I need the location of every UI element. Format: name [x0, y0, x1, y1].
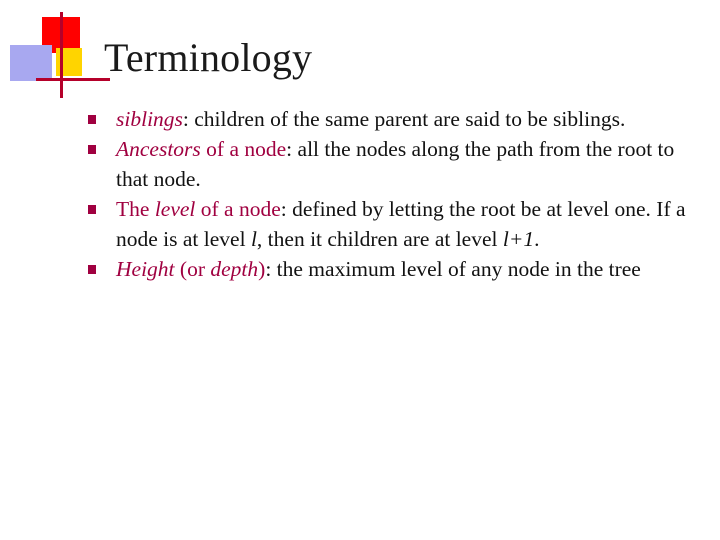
logo-violet-square — [10, 45, 52, 81]
bullet-siblings — [86, 104, 696, 134]
logo-vertical-line — [60, 12, 63, 98]
term-paren-open: (or — [174, 257, 211, 281]
bullet-square-icon — [88, 115, 96, 124]
bullet-square-icon — [88, 205, 96, 214]
bullet-text: : children of the same parent are said to be siblings. — [182, 107, 626, 131]
slide-title: Terminology — [104, 35, 313, 80]
bullet-text: : all the nodes along the path from the root to that node. — [116, 137, 675, 191]
term-ancestors: Ancestors — [116, 137, 201, 161]
term-suffix: of a node — [195, 197, 281, 221]
bullet-text: . — [534, 227, 540, 251]
bullet-text: : the maximum level of any node in the tree — [265, 257, 641, 281]
variable-l: l — [250, 227, 257, 251]
variable-l-plus-1: l+1 — [502, 227, 535, 251]
term-suffix: of a node — [200, 137, 287, 161]
bullet-square-icon — [88, 265, 96, 274]
bullet-height — [86, 254, 696, 284]
bullet-level — [86, 194, 696, 254]
term-paren-close: ) — [258, 257, 266, 281]
term-siblings: siblings — [116, 107, 183, 131]
bullet-text: , then it children are at level — [256, 227, 503, 251]
bullet-text: : defined by letting the root be at level one. If a node is at level — [116, 197, 686, 251]
term-height: Height — [116, 257, 175, 281]
logo-squares — [0, 0, 120, 100]
term-depth: depth — [210, 257, 259, 281]
bullet-list — [86, 104, 696, 284]
bullet-square-icon — [88, 145, 96, 154]
term-prefix: The — [116, 197, 155, 221]
logo-horizontal-line — [36, 78, 110, 81]
term-level: level — [154, 197, 196, 221]
bullet-ancestors — [86, 134, 696, 194]
